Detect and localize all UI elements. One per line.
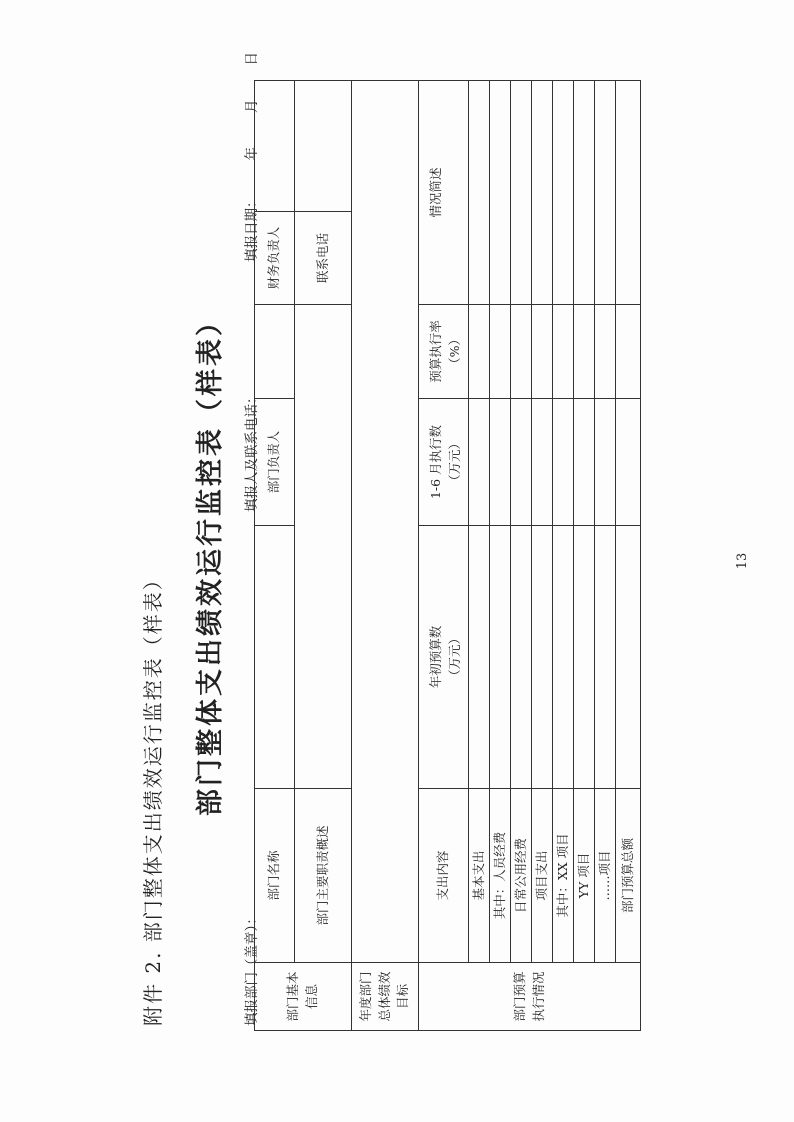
table-row (553, 80, 574, 1030)
cell-rate[interactable] (469, 304, 490, 398)
dept-name-value[interactable] (255, 525, 295, 788)
cell-description[interactable] (511, 80, 532, 304)
goals-label: 年度部门总体绩效目标 (352, 963, 419, 1031)
cell-executed[interactable] (511, 398, 532, 525)
execution-header-row (419, 80, 469, 1030)
cell-rate[interactable] (616, 304, 641, 398)
execution-label: 部门预算执行情况 (419, 963, 641, 1031)
cell-rate[interactable] (553, 304, 574, 398)
row-public-expense: 日常公用经费 (511, 788, 532, 962)
cell-description[interactable] (553, 80, 574, 304)
cell-description[interactable] (532, 80, 553, 304)
cell-executed[interactable] (574, 398, 595, 525)
table-row (616, 80, 641, 1030)
rate-title: 预算执行率 (428, 320, 443, 383)
table-row (574, 80, 595, 1030)
row-yy-project: YY 项目 (574, 788, 595, 962)
attachment-title: 附件 2. 部门整体支出绩效运行监控表（样表） (141, 568, 165, 1026)
table-row (469, 80, 490, 1030)
row-basic-expense: 基本支出 (469, 788, 490, 962)
phone-label: 联系电话 (295, 211, 352, 304)
content-header: 支出内容 (419, 788, 469, 962)
cell-rate[interactable] (532, 304, 553, 398)
initial-budget-title: 年初预算数 (428, 625, 443, 689)
description-header: 情况简述 (419, 80, 469, 304)
cell-initial[interactable] (490, 525, 511, 788)
finance-head-value[interactable] (255, 80, 295, 211)
cell-executed[interactable] (490, 398, 511, 525)
reporting-unit-label: 填报部门（盖章）： (244, 911, 260, 1026)
cell-rate[interactable] (595, 304, 616, 398)
row-personnel: 其中：人员经费 (490, 788, 511, 962)
cell-executed[interactable] (595, 398, 616, 525)
duties-label: 部门主要职责概述 (295, 788, 352, 962)
dept-head-value[interactable] (255, 304, 295, 398)
phone-value[interactable] (295, 80, 352, 211)
row-other-project: ……项目 (595, 788, 616, 962)
table-row (490, 80, 511, 1030)
date-day: 日 (244, 52, 260, 66)
filler-contact-label: 填报人及联系电话： (244, 390, 260, 512)
basic-info-row-1 (255, 80, 295, 1030)
cell-initial[interactable] (511, 525, 532, 788)
page-title: 部门整体支出绩效运行监控表（样表） (195, 306, 226, 816)
cell-initial[interactable] (553, 525, 574, 788)
row-project-expense: 项目支出 (532, 788, 553, 962)
page-number: 13 (735, 552, 750, 570)
cell-executed[interactable] (553, 398, 574, 525)
finance-head-label: 财务负责人 (255, 211, 295, 304)
table-row (595, 80, 616, 1030)
monitoring-form-table (254, 80, 641, 1031)
cell-initial[interactable] (574, 525, 595, 788)
dept-name-label: 部门名称 (255, 788, 295, 962)
cell-executed[interactable] (469, 398, 490, 525)
duties-value[interactable] (295, 304, 352, 788)
date-year: 年 (244, 147, 260, 161)
initial-budget-header (419, 525, 469, 788)
date-label: 填报日期： (244, 194, 260, 262)
executed-title: 1-6 月执行数 (428, 424, 443, 500)
cell-description[interactable] (616, 80, 641, 304)
cell-rate[interactable] (511, 304, 532, 398)
rate-unit: （%） (446, 333, 462, 370)
rate-header (419, 304, 469, 398)
executed-unit: （万元） (446, 436, 462, 487)
cell-description[interactable] (574, 80, 595, 304)
cell-rate[interactable] (574, 304, 595, 398)
cell-description[interactable] (490, 80, 511, 304)
row-budget-total: 部门预算总额 (616, 788, 641, 962)
goals-row (352, 80, 419, 1030)
cell-description[interactable] (595, 80, 616, 304)
table-row (511, 80, 532, 1030)
cell-executed[interactable] (532, 398, 553, 525)
cell-initial[interactable] (469, 525, 490, 788)
cell-executed[interactable] (616, 398, 641, 525)
cell-initial[interactable] (595, 525, 616, 788)
row-xx-project: 其中：XX 项目 (553, 788, 574, 962)
cell-initial[interactable] (532, 525, 553, 788)
dept-head-label: 部门负责人 (255, 398, 295, 525)
initial-budget-unit: （万元） (446, 631, 462, 682)
date-month: 月 (244, 99, 260, 113)
cell-rate[interactable] (490, 304, 511, 398)
cell-initial[interactable] (616, 525, 641, 788)
cell-description[interactable] (469, 80, 490, 304)
basic-info-row-2 (295, 80, 352, 1030)
table-row (532, 80, 553, 1030)
basic-info-label: 部门基本信息 (255, 963, 352, 1031)
goals-value[interactable] (352, 80, 419, 962)
executed-header (419, 398, 469, 525)
